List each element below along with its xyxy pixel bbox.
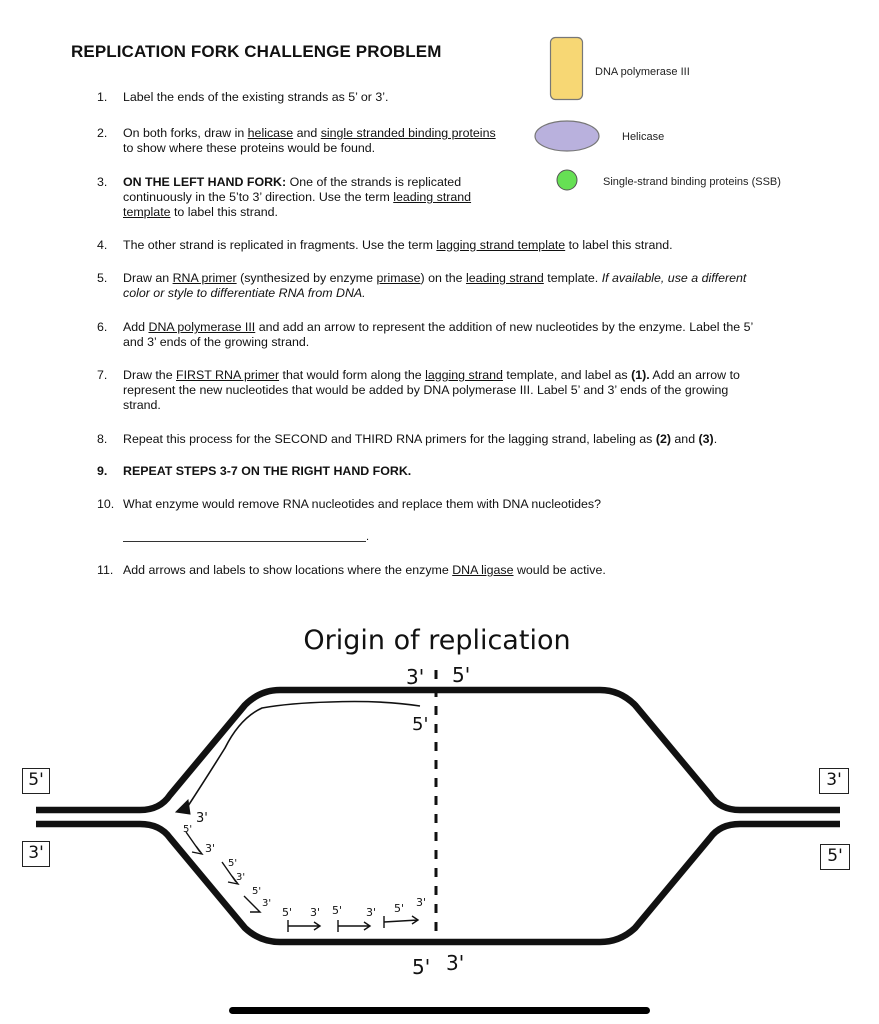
dna-polymerase-legend-shape [549, 36, 585, 102]
answer-blank-period: . [366, 531, 370, 543]
lagging-mark-5: 5' [252, 886, 262, 897]
right-top-end-label: 3' [819, 768, 849, 794]
lagging-mark-9: 5' [332, 904, 343, 917]
left-top-end-label: 5' [22, 768, 50, 794]
lagging-fragments-bottom [288, 916, 418, 932]
dna-polymerase-legend-label: DNA polymerase III [595, 66, 690, 78]
top-origin-mark-left: 3' [406, 665, 425, 689]
answer-blank-line[interactable] [123, 541, 366, 542]
lagging-mark-11: 5' [394, 902, 405, 915]
bottom-origin-mark-right: 3' [446, 951, 465, 975]
lagging-mark-12: 3' [416, 896, 427, 909]
top-origin-mark-right: 5' [452, 663, 471, 687]
ssb-legend-label: Single-strand binding proteins (SSB) [603, 176, 781, 188]
top-strand [36, 690, 840, 810]
home-indicator-bar[interactable] [229, 1007, 650, 1014]
helicase-legend-label: Helicase [622, 131, 665, 143]
leading-strand-arrowhead [176, 800, 190, 814]
replication-bubble-diagram [0, 600, 879, 1000]
ssb-legend-shape [555, 168, 579, 192]
lagging-mark-1: 5' [183, 824, 193, 835]
leading-strand-3-prime-mark: 3' [196, 811, 208, 826]
lagging-mark-4: 3' [236, 872, 246, 883]
right-bottom-end-label: 5' [820, 844, 850, 870]
lagging-mark-6: 3' [262, 898, 272, 909]
lagging-mark-2: 3' [205, 842, 216, 855]
helicase-legend-shape [533, 119, 601, 153]
leading-strand-drawn [188, 702, 420, 807]
lagging-mark-8: 3' [310, 906, 321, 919]
lagging-mark-10: 3' [366, 906, 377, 919]
bottom-origin-mark-left: 5' [412, 955, 431, 979]
page-title: REPLICATION FORK CHALLENGE PROBLEM [71, 42, 442, 61]
bottom-strand [36, 824, 840, 942]
left-bottom-end-label: 3' [22, 841, 50, 867]
lagging-mark-7: 5' [282, 906, 293, 919]
inner-top-5-prime-mark: 5' [412, 714, 429, 735]
origin-of-replication-label: Origin of replication [303, 625, 571, 656]
lagging-mark-3: 5' [228, 858, 238, 869]
